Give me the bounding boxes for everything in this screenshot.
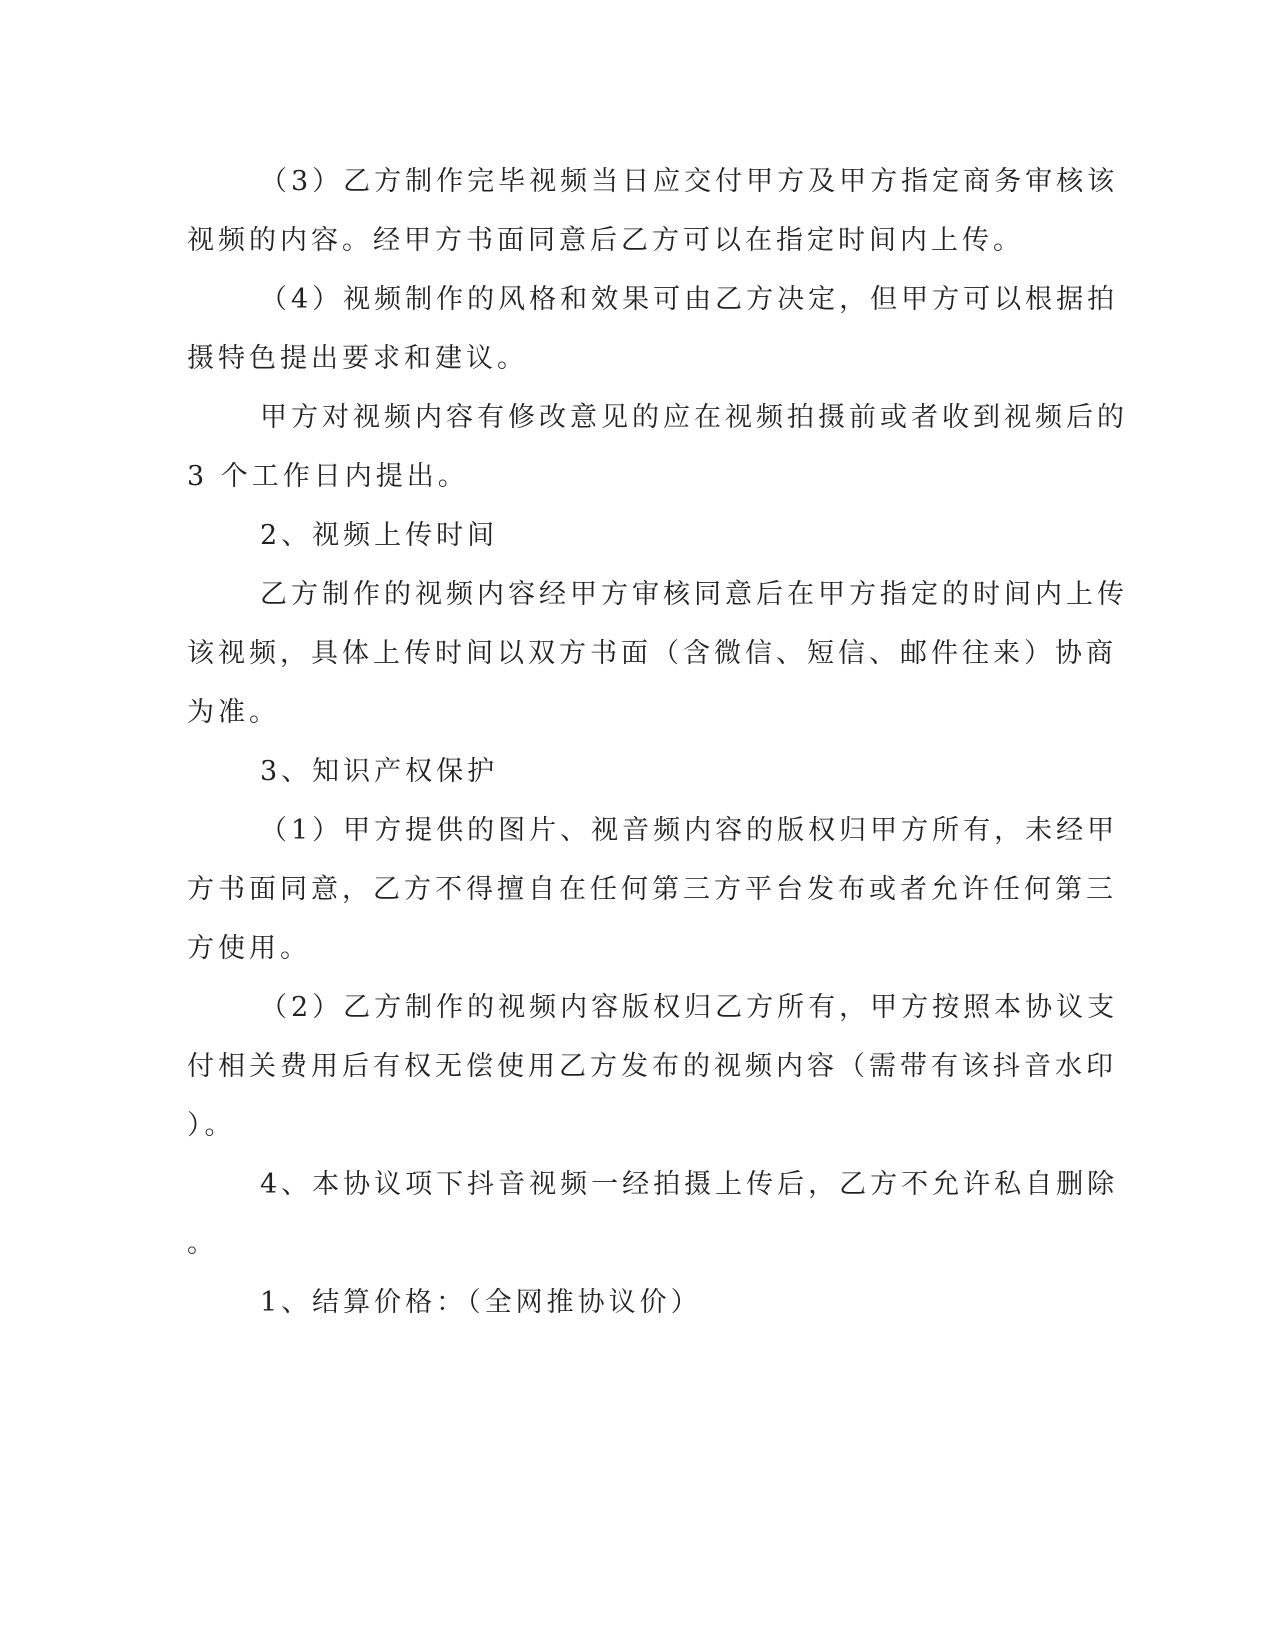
paragraph-line: （2）乙方制作的视频内容版权归乙方所有，甲方按照本协议支 <box>260 992 1119 1023</box>
paragraph-line: 4、本协议项下抖音视频一经拍摄上传后，乙方不允许私自删除 <box>260 1169 1119 1200</box>
paragraph-line: ）。 <box>187 1110 236 1141</box>
paragraph-line: 3 个工作日内提出。 <box>187 461 469 492</box>
paragraph-line: 付相关费用后有权无偿使用乙方发布的视频内容（需带有该抖音水印 <box>187 1051 1117 1082</box>
paragraph-line: 。 <box>187 1228 218 1259</box>
paragraph-line: 方使用。 <box>187 933 311 964</box>
paragraph-line: 为准。 <box>187 697 280 728</box>
paragraph-line: 方书面同意，乙方不得擅自在任何第三方平台发布或者允许任何第三 <box>187 874 1117 905</box>
section-heading: 1、结算价格：（全网推协议价） <box>260 1287 702 1318</box>
paragraph-line: （3）乙方制作完毕视频当日应交付甲方及甲方指定商务审核该 <box>260 166 1119 197</box>
section-heading: 3、知识产权保护 <box>260 756 499 787</box>
paragraph-line: 甲方对视频内容有修改意见的应在视频拍摄前或者收到视频后的 <box>260 402 1128 433</box>
paragraph-line: 乙方制作的视频内容经甲方审核同意后在甲方指定的时间内上传 <box>260 579 1128 610</box>
paragraph-line: 视频的内容。经甲方书面同意后乙方可以在指定时间内上传。 <box>187 225 1024 256</box>
paragraph-line: 该视频，具体上传时间以双方书面（含微信、短信、邮件往来）协商 <box>187 638 1117 669</box>
section-heading: 2、视频上传时间 <box>260 520 499 551</box>
paragraph-line: 摄特色提出要求和建议。 <box>187 343 528 374</box>
paragraph-line: （1）甲方提供的图片、视音频内容的版权归甲方所有，未经甲 <box>260 815 1119 846</box>
paragraph-line: （4）视频制作的风格和效果可由乙方决定，但甲方可以根据拍 <box>260 284 1119 315</box>
